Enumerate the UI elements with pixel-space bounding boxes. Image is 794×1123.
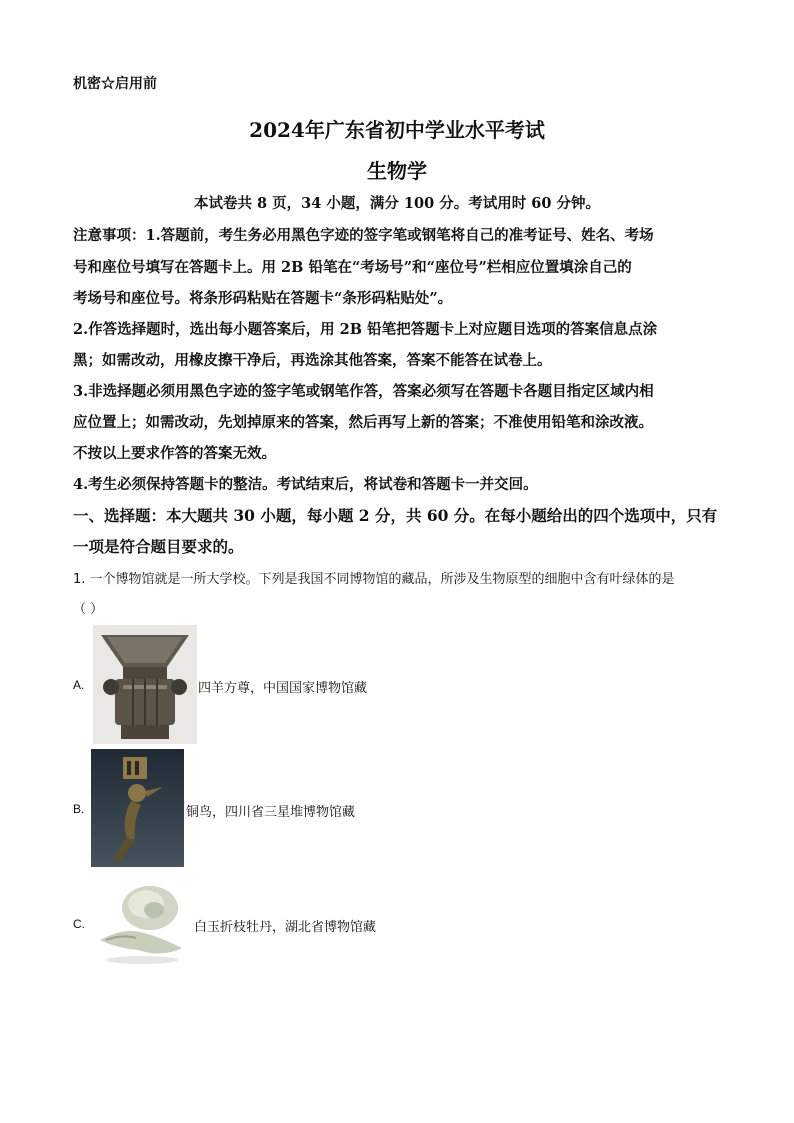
note-line: 号和座位号填写在答题卡上。用 2B 铅笔在“考场号”和“座位号”栏相应位置填涂自己的 bbox=[73, 259, 632, 276]
note-line: 4.考生必须保持答题卡的整洁。考试结束后，将试卷和答题卡一并交回。 bbox=[73, 476, 538, 493]
exam-summary: 本试卷共 8 页，34 小题，满分 100 分。考试用时 60 分钟。 bbox=[193, 195, 601, 212]
bronze-vessel-image bbox=[93, 625, 197, 744]
section-heading-cont: 一项是符合题目要求的。 bbox=[73, 537, 244, 556]
question-stem: 1. 一个博物馆就是一所大学校。下列是我国不同博物馆的藏品，所涉及生物原型的细胞中含有叶绿体的是 bbox=[73, 572, 675, 587]
option-b-text: 铜鸟，四川省三星堆博物馆藏 bbox=[186, 805, 356, 820]
subject-title: 生物学 bbox=[367, 159, 427, 183]
note-line: 不按以上要求作答的答案无效。 bbox=[73, 445, 276, 462]
option-b-letter: B. bbox=[73, 802, 85, 816]
section-heading: 一、选择题：本大题共 30 小题，每小题 2 分，共 60 分。在每小题给出的四个选项中，只有 bbox=[73, 506, 718, 525]
answer-blank: （ ） bbox=[73, 602, 104, 617]
note-line: 3.非选择题必须用黑色字迹的签字笔或钢笔作答，答案必须写在答题卡各题目指定区域内相 bbox=[73, 383, 654, 400]
note-line: 注意事项：1.答题前，考生务必用黑色字迹的签字笔或钢笔将自己的准考证号、姓名、考场 bbox=[73, 227, 654, 244]
exam-title: 2024年广东省初中学业水平考试 bbox=[249, 118, 545, 142]
note-line: 应位置上；如需改动，先划掉原来的答案，然后再写上新的答案；不准使用铅笔和涂改液。 bbox=[73, 414, 653, 431]
bronze-bird-image bbox=[91, 749, 184, 867]
option-a-text: 四羊方尊，中国国家博物馆藏 bbox=[198, 681, 368, 696]
confidential-label: 机密☆启用前 bbox=[73, 76, 157, 92]
jade-peony-image bbox=[92, 878, 192, 966]
option-c-text: 白玉折枝牡丹，湖北省博物馆藏 bbox=[194, 920, 377, 935]
note-line: 考场号和座位号。将条形码粘贴在答题卡“条形码粘贴处”。 bbox=[73, 290, 453, 307]
note-line: 黑；如需改动，用橡皮擦干净后，再选涂其他答案，答案不能答在试卷上。 bbox=[73, 352, 552, 369]
option-c-letter: C. bbox=[73, 917, 85, 931]
note-line: 2.作答选择题时，选出每小题答案后，用 2B 铅笔把答题卡上对应题目选项的答案信息点涂 bbox=[73, 321, 658, 338]
option-a-letter: A. bbox=[73, 678, 85, 692]
